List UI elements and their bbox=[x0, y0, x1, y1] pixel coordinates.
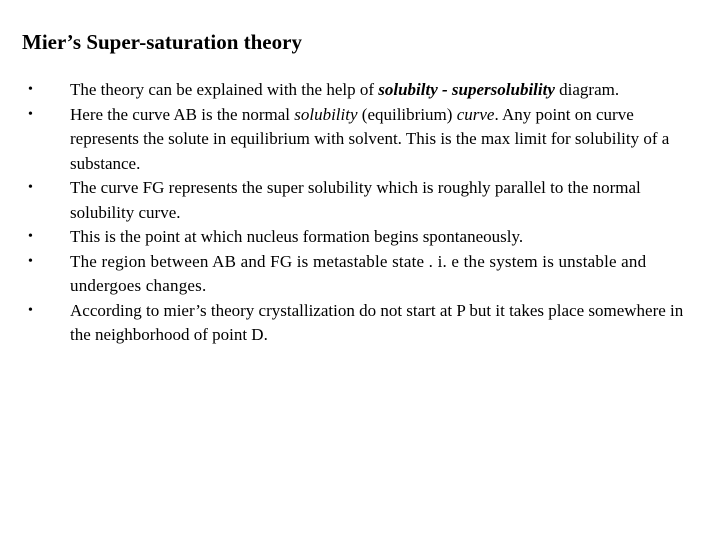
bullet-1-emphasis: solubilty - supersolubility bbox=[378, 80, 555, 99]
bullet-3-text: The curve FG represents the super solubility which is roughly parallel to the normal solubility curve. bbox=[70, 178, 641, 222]
bullet-5-text: The region between AB and FG is metastable state . i. e the system is unstable and undergoes changes. bbox=[70, 251, 647, 295]
bullet-item-1 bbox=[28, 78, 688, 103]
bullet-marker: • bbox=[28, 253, 33, 269]
bullet-item-3 bbox=[28, 176, 688, 225]
bullet-marker: • bbox=[28, 229, 33, 244]
bullet-marker: • bbox=[28, 180, 33, 195]
bullet-4-text: This is the point at which nucleus formation begins spontaneously. bbox=[70, 227, 524, 246]
slide-title: Mier’s Super-saturation theory bbox=[22, 30, 302, 54]
bullet-item-5 bbox=[28, 250, 688, 299]
bullet-1-text-end: diagram. bbox=[554, 80, 620, 99]
bullet-2-text-start: Here the curve AB is the normal bbox=[70, 104, 295, 124]
bullet-6-text: According to mier’s theory crystallization do not start at P but it takes place somewhere in the neighborhood of point D. bbox=[70, 300, 684, 344]
bullet-marker: • bbox=[28, 302, 33, 318]
bullet-marker: • bbox=[28, 82, 33, 97]
bullet-item-2 bbox=[28, 103, 688, 177]
bullet-1-text-start: The theory can be explained with the help of bbox=[70, 80, 379, 99]
bullet-2-text-middle: (equilibrium) bbox=[357, 104, 457, 124]
bullet-marker: • bbox=[28, 106, 33, 122]
bullet-2-emphasis-solubility: solubility bbox=[294, 104, 358, 124]
bullet-item-6 bbox=[28, 299, 688, 348]
bullet-list bbox=[28, 78, 688, 348]
bullet-2-emphasis-curve: curve bbox=[456, 104, 495, 124]
bullet-item-4 bbox=[28, 225, 688, 250]
bullet-2-text-end: . Any point on curve represents the solute in equilibrium with solvent. This is the max limit for solubility of a substance. bbox=[70, 104, 670, 173]
